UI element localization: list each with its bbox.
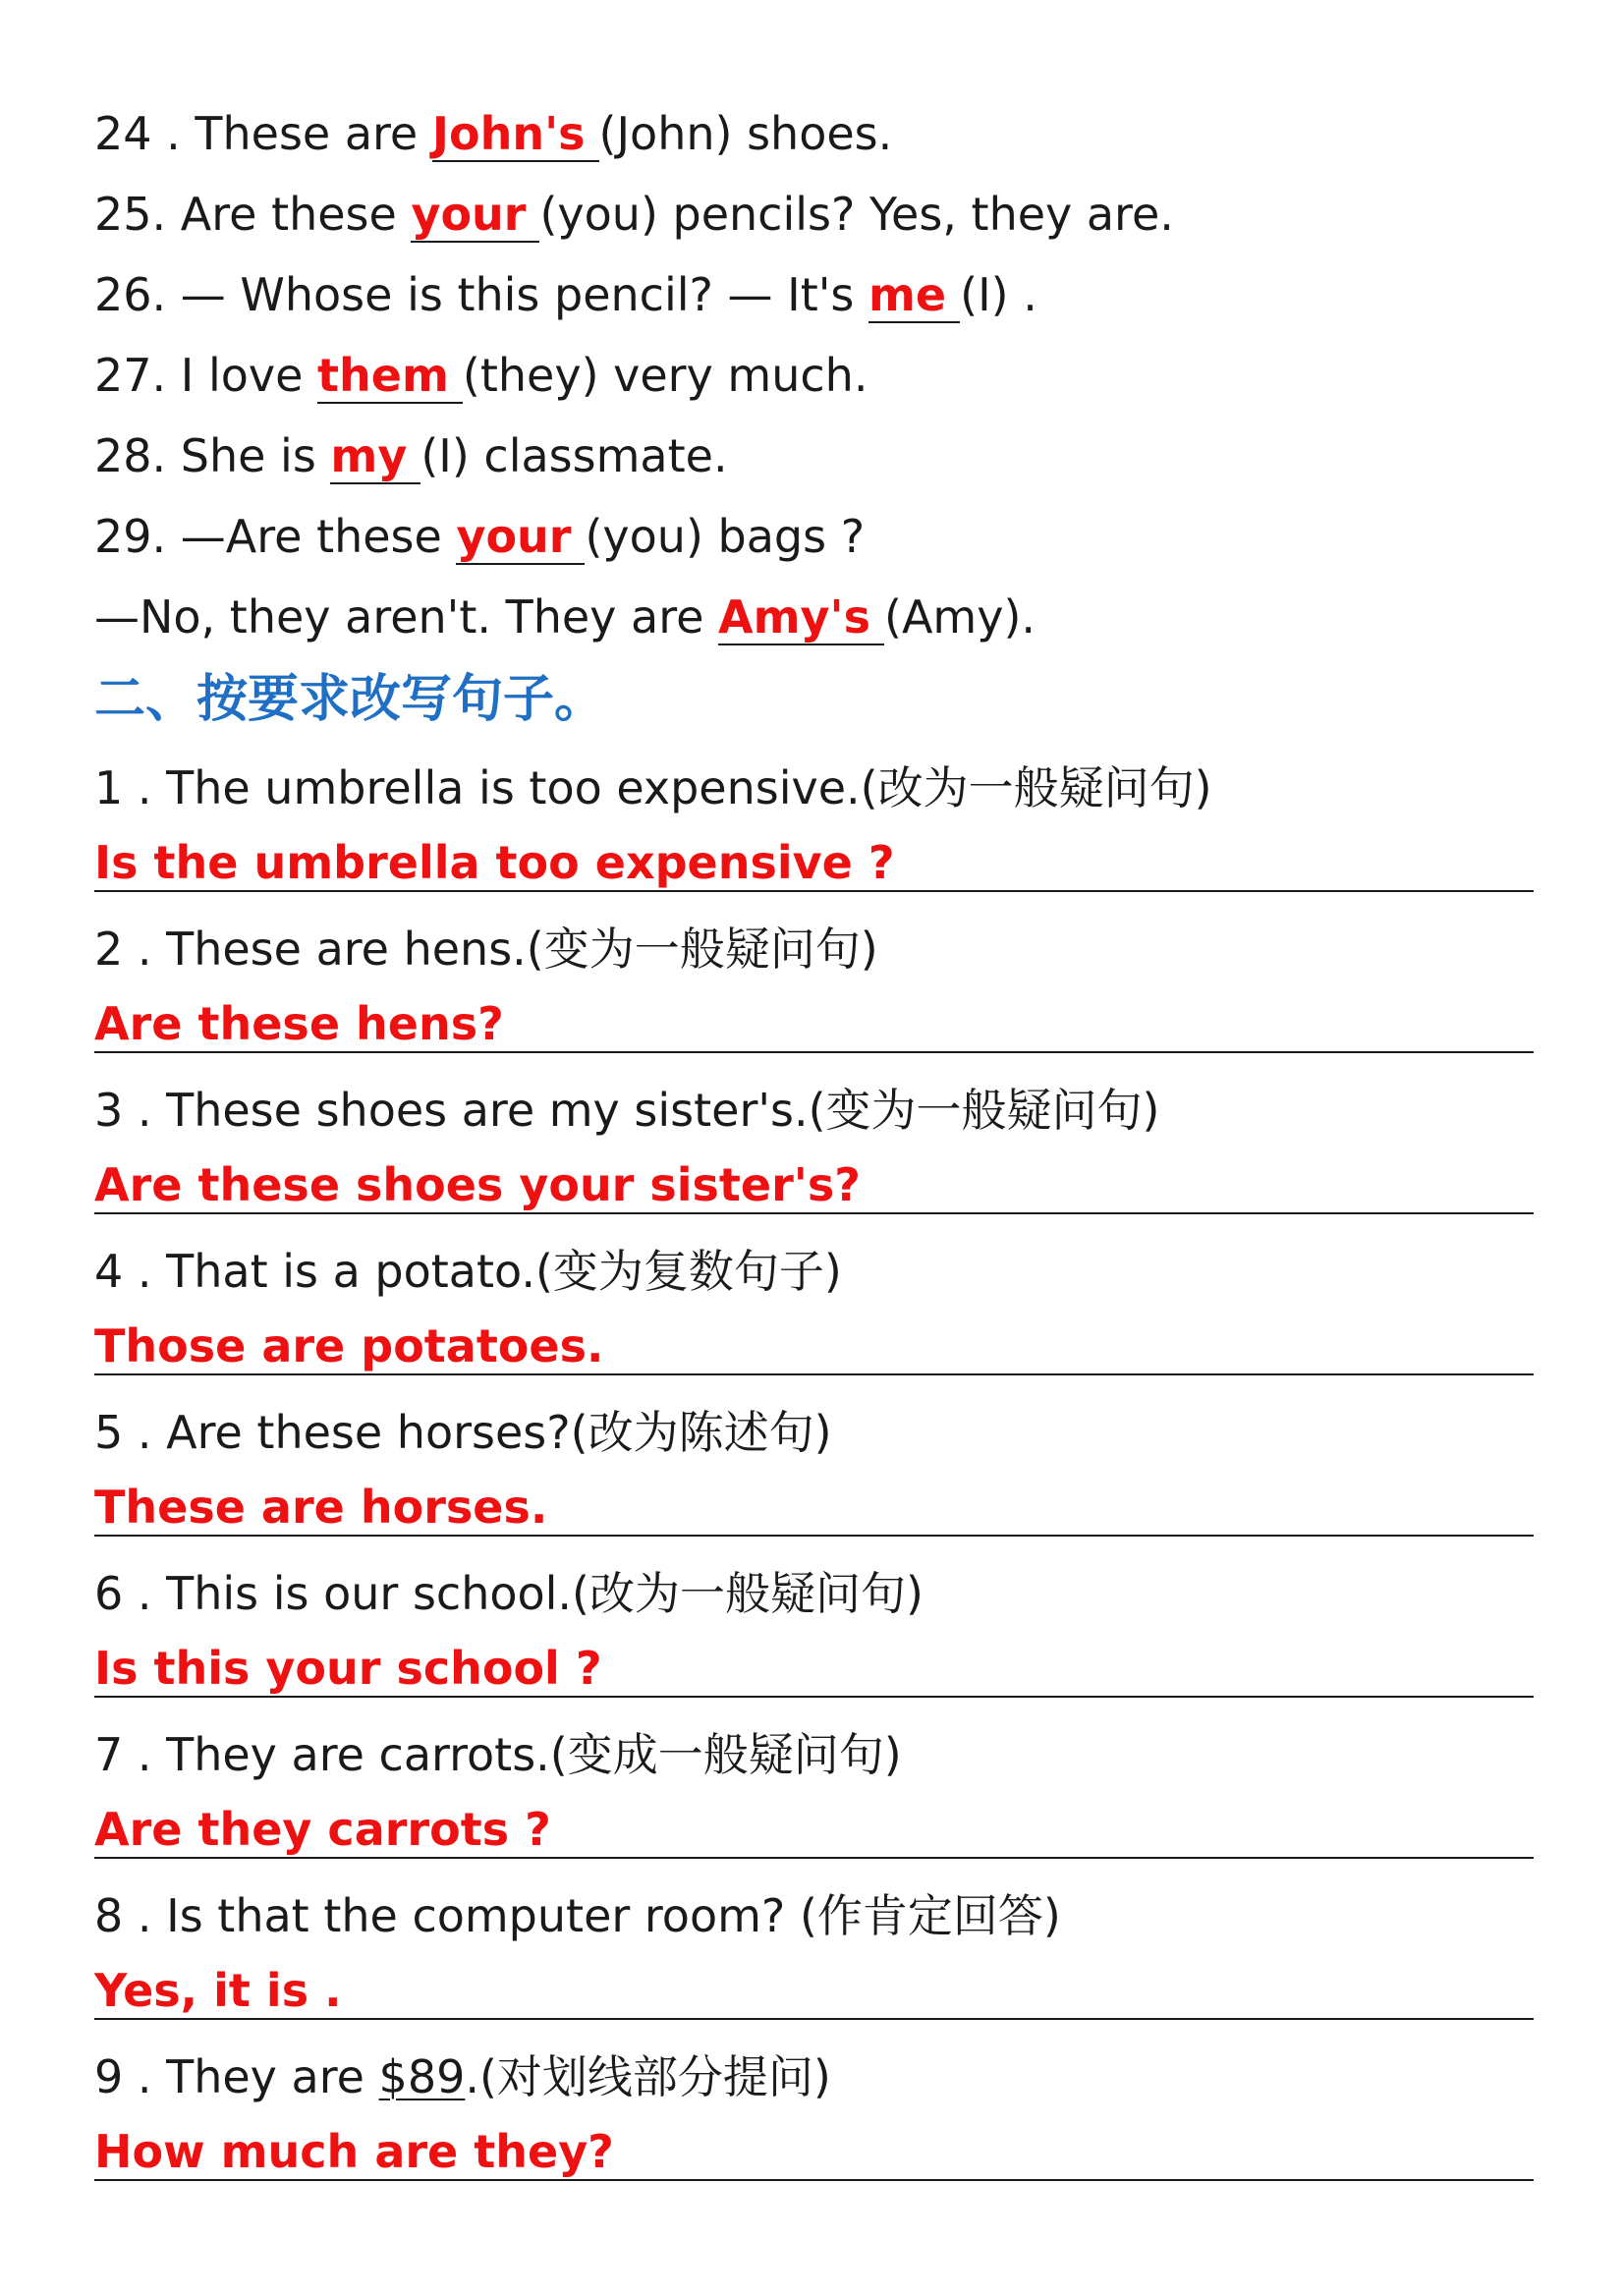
rewrite-answer: Are these shoes your sister's? [94,1158,861,1211]
item-text: (you) pencils? Yes, they are. [539,188,1174,241]
fill-in-item-25 [94,185,1174,244]
item-text: 29. —Are these [94,510,457,563]
rewrite-answer-line-6 [94,1639,1534,1698]
answer-text: me [868,268,947,321]
fill-in-item-29 [94,507,865,566]
item-text: —No, they aren't. They are [94,590,719,644]
answer-blank [317,349,463,404]
item-text: .(对划线部分提问) [465,2050,831,2103]
answer-blank [411,188,539,243]
section-heading: 二、按要求改写句子。 [94,670,606,729]
rewrite-question-1: 1 . The umbrella is too expensive.(改为一般疑问句) [94,761,1212,814]
fill-in-item-27 [94,346,868,405]
rewrite-answer-line-9 [94,2122,1534,2181]
rewrite-answer-line-8 [94,1961,1534,2020]
rewrite-answer-line-7 [94,1800,1534,1859]
answer-text: them [317,349,449,402]
item-text: (I) classmate. [420,429,728,482]
answer-blank [456,510,585,565]
rewrite-question-4: 4 . That is a potato.(变为复数句子) [94,1245,842,1298]
fill-in-item-26 [94,265,1037,324]
answer-blank [432,107,599,162]
item-text: (they) very much. [462,349,868,402]
fill-in-item-24 [94,104,892,163]
rewrite-question-3: 3 . These shoes are my sister's.(变为一般疑问句) [94,1084,1160,1137]
item-text: 26. — Whose is this pencil? — It's [94,268,868,321]
fill-in-item-29-reply [94,588,1036,646]
answer-blank [868,268,960,323]
rewrite-answer-line-1 [94,833,1534,892]
answer-text: my [330,429,408,482]
rewrite-answer: Yes, it is . [94,1964,342,2017]
rewrite-answer: Is the umbrella too expensive ? [94,836,895,889]
rewrite-answer: Is this your school ? [94,1642,602,1695]
rewrite-answer: These are horses. [94,1481,548,1534]
underlined-amount: $89 [378,2050,466,2103]
rewrite-answer-line-2 [94,994,1534,1053]
rewrite-answer-line-4 [94,1316,1534,1375]
rewrite-question-6: 6 . This is our school.(改为一般疑问句) [94,1567,924,1620]
item-text: 24 . These are [94,107,432,160]
rewrite-question-7: 7 . They are carrots.(变成一般疑问句) [94,1728,902,1781]
rewrite-question-8: 8 . Is that the computer room? (作肯定回答) [94,1889,1061,1942]
item-text: 9 . They are [94,2050,379,2103]
fill-in-item-28 [94,426,728,485]
rewrite-question-2: 2 . These are hens.(变为一般疑问句) [94,923,878,976]
item-text: 27. I love [94,349,318,402]
answer-text: your [456,510,572,563]
item-text: 28. She is [94,429,331,482]
item-text: (Amy). [884,590,1036,644]
rewrite-question-9 [94,2047,831,2106]
item-text: (you) bags ? [585,510,866,563]
item-text: (I) . [960,268,1037,321]
item-text: 25. Are these [94,188,412,241]
answer-blank [330,429,420,484]
rewrite-answer: Those are potatoes. [94,1319,604,1372]
rewrite-answer: How much are they? [94,2125,614,2178]
answer-text: your [411,188,527,241]
rewrite-question-5: 5 . Are these horses?(改为陈述句) [94,1406,832,1459]
answer-text: Amy's [718,590,870,644]
rewrite-answer-line-5 [94,1478,1534,1537]
rewrite-answer: Are these hens? [94,997,504,1050]
answer-blank [718,590,884,645]
answer-text: John's [431,107,586,160]
item-text: (John) shoes. [598,107,893,160]
rewrite-answer-line-3 [94,1155,1534,1214]
rewrite-answer: Are they carrots ? [94,1803,551,1856]
